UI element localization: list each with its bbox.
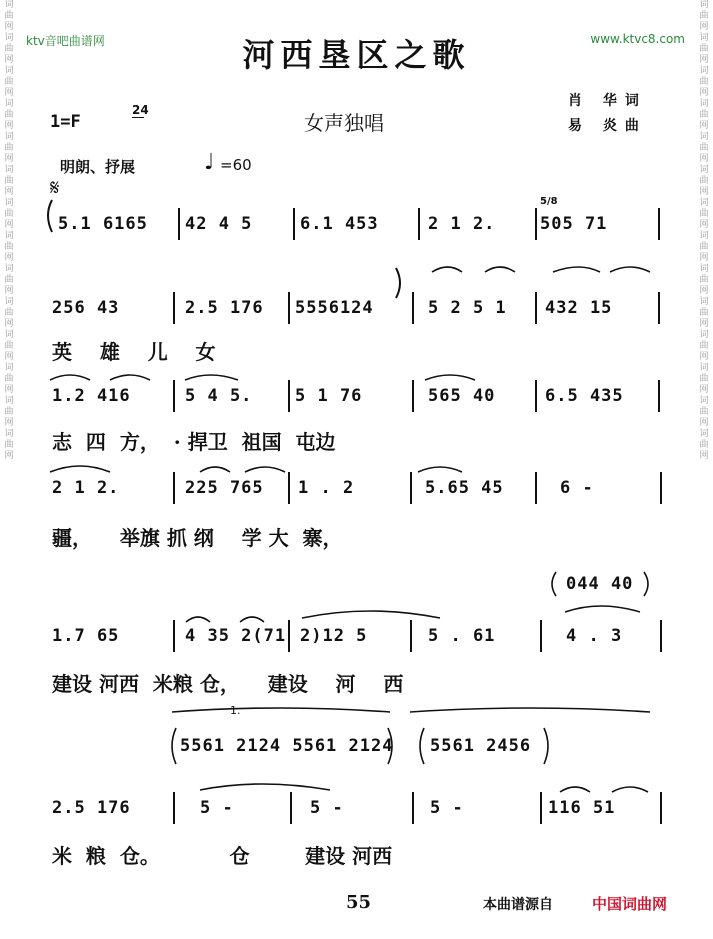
measure-notes: 4 . 3 (566, 626, 623, 646)
measure-notes: 432 15 (545, 298, 613, 318)
tie (425, 375, 475, 380)
tie (612, 787, 648, 792)
side-watermark-char: 网 (699, 187, 709, 197)
paren-open (552, 572, 556, 596)
side-watermark-char: 曲 (699, 341, 709, 351)
paren-close (388, 728, 392, 764)
paren-open (172, 728, 176, 764)
side-watermark-char: 网 (4, 451, 14, 461)
side-watermark-char: 曲 (4, 44, 14, 54)
measure-notes: 5561 2124 5561 2124 (180, 736, 394, 756)
measure-notes: 5 - (310, 798, 344, 818)
side-watermark-char: 曲 (699, 275, 709, 285)
side-watermark-char: 词 (699, 99, 709, 109)
tie (485, 267, 515, 272)
tie (185, 375, 238, 380)
side-watermark-char: 网 (699, 319, 709, 329)
side-watermark-char: 曲 (699, 209, 709, 219)
key-signature: 1=F (50, 112, 81, 132)
tie (302, 611, 440, 618)
tie (110, 375, 150, 380)
side-watermark-char: 词 (699, 132, 709, 142)
lyrics-line: 疆， 举旗 抓 纲 学 大 寨， (52, 526, 343, 550)
volta-line (410, 708, 650, 712)
tie (560, 787, 590, 792)
measure-notes: 6 - (560, 478, 594, 498)
tie (565, 606, 640, 612)
lyrics-line: 米 粮 仓。 仓 建设 河西 (52, 844, 393, 868)
measure-notes: 2 1 2. (428, 214, 496, 234)
measure-notes: 256 43 (52, 298, 120, 318)
lyrics-line: 建设 河西 米粮 仓， 建设 河 西 (52, 672, 404, 696)
side-watermark-char: 曲 (4, 242, 14, 252)
side-watermark-char: 词 (4, 0, 14, 10)
side-watermark-char: 网 (4, 319, 14, 329)
tie (186, 617, 210, 622)
side-watermark-char: 曲 (4, 176, 14, 186)
side-watermark-char: 网 (4, 187, 14, 197)
meter-top: 2 (132, 103, 141, 117)
segno-icon: 𝄋 (50, 176, 60, 201)
measure-notes: 565 40 (428, 386, 496, 406)
side-watermark-char: 网 (699, 55, 709, 65)
side-watermark-char: 词 (4, 198, 14, 208)
tie (50, 375, 90, 380)
side-watermark-char: 网 (699, 88, 709, 98)
measure-notes: 5 1 76 (295, 386, 363, 406)
side-watermark-char: 网 (4, 286, 14, 296)
side-watermark-char: 曲 (699, 77, 709, 87)
side-watermark-char: 词 (699, 330, 709, 340)
side-watermark-char: 词 (4, 396, 14, 406)
composer-credit: 易 炎曲 (568, 118, 647, 134)
side-watermark-char: 曲 (4, 110, 14, 120)
tie (50, 466, 110, 472)
tie (610, 267, 650, 272)
measure-notes: 505 71 (540, 214, 608, 234)
page-number: 55 (346, 892, 372, 913)
side-watermark-char: 曲 (4, 209, 14, 219)
side-watermark-char: 曲 (699, 176, 709, 186)
side-watermark-char: 曲 (4, 407, 14, 417)
side-watermark-char: 词 (4, 33, 14, 43)
measure-notes: 1 . 2 (298, 478, 355, 498)
lyrics-line: 英 雄 儿 女 (52, 340, 216, 364)
side-watermark-char: 网 (4, 385, 14, 395)
side-watermark-char: 词 (699, 0, 709, 10)
side-watermark-char: 曲 (4, 143, 14, 153)
measure-notes: 1.7 65 (52, 626, 120, 646)
measure-notes: 2.5 176 (185, 298, 264, 318)
side-watermark-char: 词 (699, 297, 709, 307)
tie (240, 617, 264, 622)
side-watermark-char: 曲 (699, 407, 709, 417)
side-watermark-char: 词 (4, 231, 14, 241)
watermark-left: ktv音吧曲谱网 (26, 34, 105, 48)
side-watermark-char: 曲 (4, 374, 14, 384)
side-watermark-char: 曲 (4, 308, 14, 318)
measure-notes: 5 . 61 (428, 626, 496, 646)
tempo-bpm: =60 (220, 156, 252, 174)
side-watermark-char: 网 (699, 253, 709, 263)
volta-number: 1. (230, 704, 241, 717)
lyrics-line: 志 四 方， · 捍卫 祖国 屯边 (52, 430, 336, 454)
side-watermark-char: 词 (4, 297, 14, 307)
side-watermark-char: 词 (699, 231, 709, 241)
side-watermark-char: 曲 (4, 440, 14, 450)
measure-notes: 5 2 5 1 (428, 298, 507, 318)
side-watermark-char: 词 (4, 330, 14, 340)
meter-bottom: 4 (140, 103, 149, 117)
side-watermark-char: 网 (699, 385, 709, 395)
side-watermark-char: 网 (4, 121, 14, 131)
measure-notes: 2)12 5 (300, 626, 368, 646)
measure-notes: 225 765 (185, 478, 264, 498)
tie (200, 467, 230, 472)
side-watermark-char: 网 (4, 88, 14, 98)
side-watermark-char: 词 (699, 66, 709, 76)
side-watermark-char: 词 (4, 66, 14, 76)
side-watermark-char: 曲 (699, 308, 709, 318)
side-watermark-char: 曲 (699, 242, 709, 252)
side-watermark-char: 网 (699, 22, 709, 32)
tie (418, 467, 462, 472)
side-watermark-char: 词 (699, 33, 709, 43)
measure-notes: 2.5 176 (52, 798, 131, 818)
measure-notes: 5 4 5. (185, 386, 253, 406)
side-watermark-char: 网 (699, 418, 709, 428)
quarter-note-icon: ♩ (204, 150, 215, 175)
slur-open (48, 200, 52, 232)
tie (432, 267, 462, 272)
side-watermark-char: 词 (4, 429, 14, 439)
side-watermark-char: 词 (4, 165, 14, 175)
side-watermark-char: 词 (699, 429, 709, 439)
side-watermark-char: 曲 (699, 440, 709, 450)
paren-open (420, 728, 424, 764)
side-watermark-char: 网 (699, 121, 709, 131)
side-watermark-char: 网 (699, 220, 709, 230)
meter-change: 5/8 (540, 196, 558, 207)
side-watermark-char: 词 (4, 99, 14, 109)
side-watermark-char: 网 (4, 253, 14, 263)
side-watermark-char: 网 (4, 352, 14, 362)
side-watermark-char: 网 (4, 418, 14, 428)
side-watermark-char: 网 (4, 22, 14, 32)
measure-notes: 42 4 5 (185, 214, 253, 234)
side-watermark-char: 网 (699, 154, 709, 164)
performance-type: 女声独唱 (304, 111, 384, 135)
side-watermark-char: 网 (4, 220, 14, 230)
source-site-link[interactable]: 中国词曲网 (592, 895, 668, 913)
side-watermark-char: 曲 (699, 11, 709, 21)
side-watermark-char: 词 (4, 132, 14, 142)
side-watermark-char: 词 (699, 363, 709, 373)
measure-notes: 6.1 453 (300, 214, 379, 234)
tie (245, 467, 285, 472)
side-watermark-char: 曲 (699, 374, 709, 384)
side-watermark-char: 网 (699, 352, 709, 362)
side-watermark-char: 词 (699, 165, 709, 175)
measure-notes: 5556124 (295, 298, 374, 318)
song-title: 河西垦区之歌 (242, 36, 471, 74)
paren-close (644, 572, 648, 596)
measure-notes: 116 51 (548, 798, 616, 818)
side-watermark-char: 曲 (699, 110, 709, 120)
side-watermark-char: 词 (4, 363, 14, 373)
side-watermark-char: 网 (4, 55, 14, 65)
tie (553, 267, 600, 272)
side-watermark-char: 曲 (4, 341, 14, 351)
tie (200, 784, 330, 790)
side-watermark-char: 曲 (4, 77, 14, 87)
lyricist-credit: 肖 华词 (568, 93, 647, 109)
side-watermark-char: 曲 (4, 275, 14, 285)
side-watermark-char: 曲 (699, 143, 709, 153)
measure-notes: 5.65 45 (425, 478, 504, 498)
side-watermark-char: 网 (699, 286, 709, 296)
measure-notes: 1.2 416 (52, 386, 131, 406)
side-watermark-char: 网 (699, 451, 709, 461)
source-label: 本曲谱源自 (483, 897, 553, 913)
measure-notes: 5 - (430, 798, 464, 818)
side-watermark-char: 曲 (699, 44, 709, 54)
measure-notes: 5 - (200, 798, 234, 818)
measure-notes: 044 40 (566, 574, 634, 594)
side-watermark-char: 词 (4, 264, 14, 274)
side-watermark-char: 词 (699, 264, 709, 274)
measure-notes: 5.1 6165 (58, 214, 148, 234)
expression-mark: 明朗、抒展 (60, 158, 136, 176)
slur-close (396, 268, 400, 298)
measure-notes: 6.5 435 (545, 386, 624, 406)
measure-notes: 4 35 2(71 (185, 626, 287, 646)
paren-close (544, 728, 548, 764)
side-watermark-char: 词 (699, 396, 709, 406)
side-watermark-char: 词 (699, 198, 709, 208)
volta-line (172, 708, 390, 712)
measure-notes: 5561 2456 (430, 736, 532, 756)
side-watermark-char: 网 (4, 154, 14, 164)
measure-notes: 2 1 2. (52, 478, 120, 498)
watermark-right: www.ktvc8.com (590, 32, 685, 46)
side-watermark-char: 曲 (4, 11, 14, 21)
